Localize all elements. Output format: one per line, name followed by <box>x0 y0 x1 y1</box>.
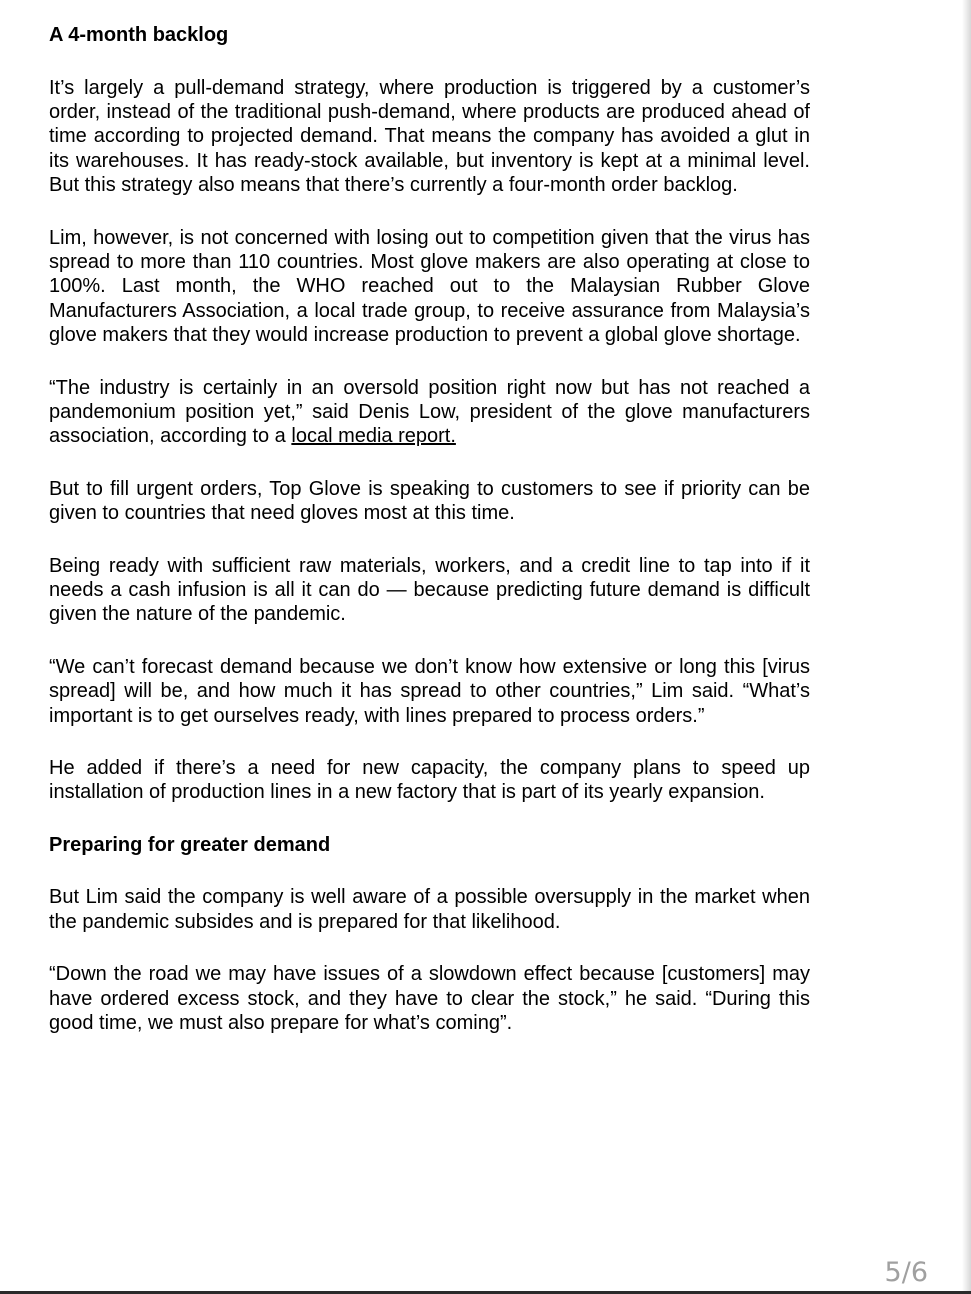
paragraph-industry-quote <box>49 376 810 449</box>
section-heading-greater-demand: Preparing for greater demand <box>49 833 331 856</box>
paragraph-urgent-orders: But to fill urgent orders, Top Glove is speaking to customers to see if priority can be given to countries that need gloves most at this time. <box>49 477 810 525</box>
paragraph-pull-demand: It’s largely a pull-demand strategy, where production is triggered by a customer’s order, instead of the traditional push-demand, where products are produced ahead of time according to projected demand. That means the company has avoided a glut in its warehouses. It has ready-stock available, but inventory is kept at a minimal level. But this strategy also means that there’s currently a four-month order backlog. <box>49 76 810 197</box>
page-edge-shadow <box>962 0 971 1294</box>
paragraph-oversupply: But Lim said the company is well aware of a possible oversupply in the market when the pandemic subsides and is prepared for that likelihood. <box>49 886 810 933</box>
paragraph-competition: Lim, however, is not concerned with losing out to competition given that the virus has spread to more than 110 countries. Most glove makers are also operating at close to 100%. Last month, the WHO reached out to the Malaysian Rubber Glove Manufacturers Association, a local trade group, to receive assurance from Malaysia’s glove makers that they would increase production to prevent a global glove shortage. <box>49 226 810 347</box>
page-number-indicator: 5/6 <box>884 1257 928 1288</box>
paragraph-slowdown-quote: “Down the road we may have issues of a slowdown effect because [customers] may have ordered excess stock, and they have to clear the stock,” he said. “During this good time, we must also prepare for what’s coming”. <box>49 963 810 1034</box>
paragraph-new-capacity: He added if there’s a need for new capacity, the company plans to speed up installation of production lines in a new factory that is part of its yearly expansion. <box>49 757 810 804</box>
paragraph-forecast-quote: “We can’t forecast demand because we don’t know how extensive or long this [virus spread] will be, and how much it has spread to other countries,” Lim said. “What’s important is to get ourselves ready, with lines prepared to process orders.” <box>49 655 810 727</box>
paragraph-readiness: Being ready with sufficient raw materials, workers, and a credit line to tap into if it needs a cash infusion is all it can do — because predicting future demand is difficult given the nature of the pandemic. <box>49 554 810 626</box>
section-heading-backlog: A 4-month backlog <box>49 24 229 46</box>
industry-quote-text: “The industry is certainly in an oversold position right now but has not reached a pandemonium position yet,” said Denis Low, president of the glove manufacturers association, according to a <box>49 376 810 448</box>
local-media-report-link[interactable]: local media report. <box>291 425 456 448</box>
article-body <box>49 23 810 1063</box>
